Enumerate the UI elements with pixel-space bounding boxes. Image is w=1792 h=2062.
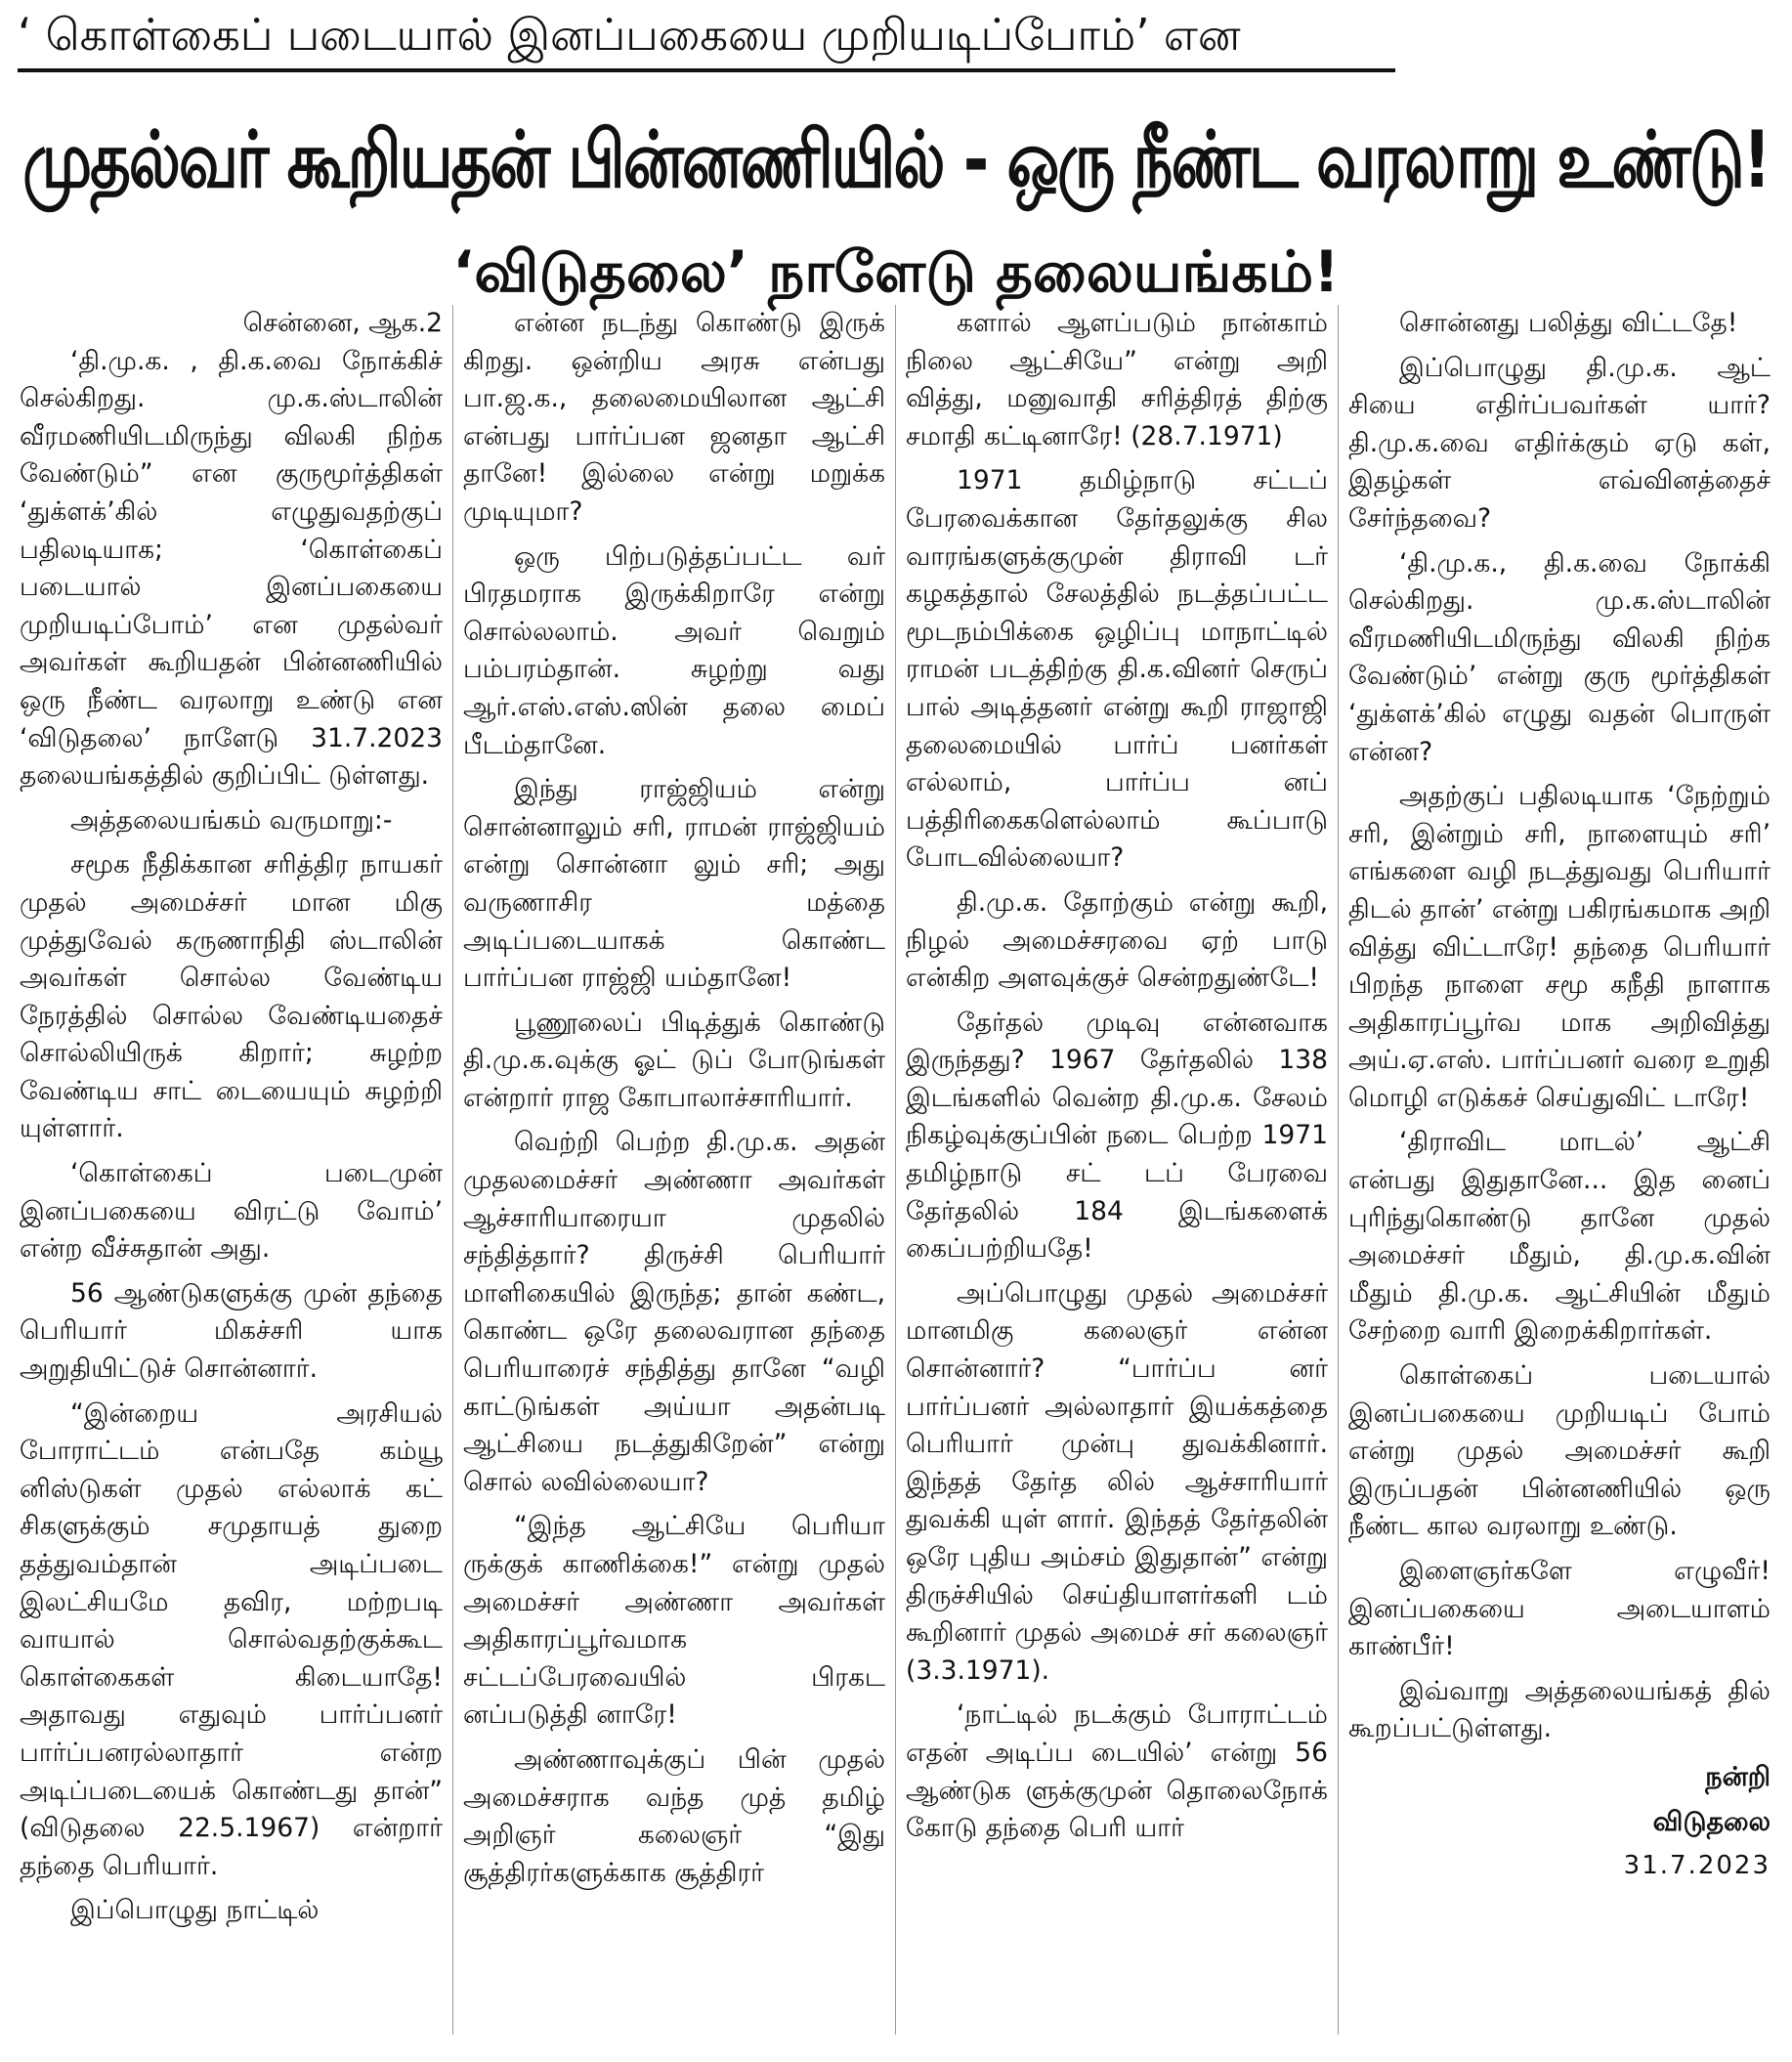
paragraph: ‘நாட்டில் நடக்கும் போராட்டம் எதன் அடிப்ப டையில்’ என்று 56 ஆண்டுக ளுக்குமுன் தொலைநோக் கோடு தந்தை பெரி யார் [906,1699,1328,1844]
paragraph: சொன்னது பலித்து விட்டதே! [1399,308,1738,338]
article-subheadline: ‘விடுதலை’ நாளேடு தலையங்கம்! [452,238,1340,305]
paragraph: ‘கொள்கைப் படைமுன் இனப்பகையை விரட்டு வோம்’ என்ற வீச்சுதான் அது. [20,1158,443,1265]
column-4-paragraphs [1348,305,1771,1748]
article-kicker: ‘ கொள்கைப் படையால் இனப்பகையை முறியடிப்போம்’ என [18,4,1395,72]
column-2 [452,305,895,2035]
column-4 [1338,305,1780,2035]
paragraph: ‘திராவிட மாடல்’ ஆட்சி என்பது இதுதானே... இத னைப் புரிந்துகொண்டு தானே முதல் அமைச்சர் மீதும், தி.மு.க.வின் மீதும் தி.மு.க. ஆட்சியின் மீதும் சேற்றை வாரி இறைக்கிறார்கள். [1348,1127,1771,1347]
paragraph: பூணூலைப் பிடித்துக் கொண்டு தி.மு.க.வுக்கு ஓட் டுப் போடுங்கள் என்றார் ராஜ கோபாலாச்சாரியார். [463,1007,885,1113]
paragraph: களால் ஆளப்படும் நான்காம் நிலை ஆட்சியே” என்று அறி வித்து, மனுவாதி சரித்திரத் திற்கு சமாதி கட்டினாரே! (28.7.1971) [906,308,1328,451]
credit-source: விடுதலை [1652,1806,1771,1837]
paragraph: இந்து ராஜ்ஜியம் என்று சொன்னாலும் சரி, ராமன் ராஜ்ஜியம் என்று சொன்னா லும் சரி; அது வருணாசிர மத்தை அடிப்படையாகக் கொண்ட பார்ப்பன ராஜ்ஜி யம்தானே! [463,774,885,994]
paragraph: இவ்வாறு அத்தலையங்கத் தில் கூறப்பட்டுள்ளது. [1348,1675,1771,1744]
paragraph: கொள்கைப் படையால் இனப்பகையை முறியடிப் போம் என்று முதல் அமைச்சர் கூறி இருப்பதன் பின்னணியில் ஒரு நீண்ட கால வரலாறு உண்டு. [1348,1360,1771,1542]
paragraph: இப்பொழுது நாட்டில் [70,1895,320,1926]
paragraph: அண்ணாவுக்குப் பின் முதல் அமைச்சராக வந்த முத் தமிழ் அறிஞர் கலைஞர் “இது சூத்திரர்களுக்காக சூத்திரர் [463,1743,885,1888]
paragraph: அப்பொழுது முதல் அமைச்சர் மானமிகு கலைஞர் என்ன சொன்னார்? “பார்ப்ப னர் பார்ப்பனர் அல்லாதார் இயக்கத்தை பெரியார் முன்பு துவக்கினார். இந்தத் தேர்த லில் ஆச்சாரியார் துவக்கி யுள் ளார். இந்தத் தேர்தலின் ஒரே புதிய அம்சம் இதுதான்” என்று திருச்சியில் செய்தியாளர்களி டம் கூறினார் முதல் அமைச் சர் கலைஞர் (3.3.1971). [906,1277,1328,1686]
paragraph: என்ன நடந்து கொண்டு இருக் கிறது. ஒன்றிய அரசு என்பது பா.ஜ.க., தலைமையிலான ஆட்சி என்பது பார்ப்பன ஜனதா ஆட்சி தானே! இல்லை என்று மறுக்க முடியுமா? [463,308,885,527]
paragraph: இளைஞர்களே எழுவீர்! இனப்பகையை அடையாளம் காண்பீர்! [1348,1556,1771,1662]
paragraph: சமூக நீதிக்கான சரித்திர நாயகர் முதல் அமைச்சர் மான மிகு முத்துவேல் கருணாநிதி ஸ்டாலின் அவர்கள் சொல்ல வேண்டிய நேரத்தில் சொல்ல வேண்டியதைச் சொல்லியிருக் கிறார்; சுழற்ற வேண்டிய சாட் டையையும் சுழற்றி யுள்ளார். [20,849,443,1144]
paragraph: அதற்குப் பதிலடியாக ‘நேற்றும் சரி, இன்றும் சரி, நாளையும் சரி’ எங்களை வழி நடத்துவது பெரியார் திடல் தான்’ என்று பகிரங்கமாக அறி வித்து விட்டாரே! தந்தை பெரியார் பிறந்த நாளை சமூ கநீதி நாளாக அதிகாரப்பூர்வ மாக அறிவித்து அய்.ஏ.எஸ். பார்ப்பனர் வரை உறுதி மொழி எடுக்கச் செய்துவிட் டாரே! [1348,781,1771,1113]
article-dateline: சென்னை, ஆக.2 [242,308,443,338]
paragraph: வெற்றி பெற்ற தி.மு.க. அதன் முதலமைச்சர் அண்ணா அவர்கள் ஆச்சாரியாரையா முதலில் சந்தித்தார்? திருச்சி பெரியார் மாளிகையில் இருந்த; தான் கண்ட, கொண்ட ஒரே தலைவரான தந்தை பெரியாரைச் சந்தித்து தானே “வழி காட்டுங்கள் அய்யா அதன்படி ஆட்சியை நடத்துகிறேன்” என்று சொல் லவில்லையா? [463,1127,885,1497]
paragraph: ‘தி.மு.க. , தி.க.வை நோக்கிச் செல்கிறது. மு.க.ஸ்டாலின் வீரமணியிடமிருந்து விலகி நிற்க வேண்டும்” என குருமூர்த்திகள் ‘துக்ளக்’கில் எழுதுவதற்குப் பதிலடியாக; ‘கொள்கைப் படையால் இனப்பகையை முறியடிப்போம்’ என முதல்வர் அவர்கள் கூறியதன் பின்னணியில் ஒரு நீண்ட வரலாறு உண்டு என ‘விடுதலை’ நாளேடு 31.7.2023 தலையங்கத்தில் குறிப்பிட் டுள்ளது. [20,345,443,792]
paragraph: 1971 தமிழ்நாடு சட்டப் பேரவைக்கான தேர்தலுக்கு சில வாரங்களுக்குமுன் திராவி டர் கழகத்தால் சேலத்தில் நடத்தப்பட்ட மூடநம்பிக்கை ஒழிப்பு மாநாட்டில் ராமன் படத்திற்கு தி.க.வினர் செருப் பால் அடித்தனர் என்று கூறி ராஜாஜி தலைமையில் பார்ப் பனர்கள் எல்லாம், பார்ப்ப னப் பத்திரிகைகளெல்லாம் கூப்பாடு போடவில்லையா? [906,465,1328,874]
paragraph: ‘தி.மு.க., தி.க.வை நோக்கி செல்கிறது. மு.க.ஸ்டாலின் வீரமணியிடமிருந்து விலகி நிற்க வேண்டும்’ என்று குரு மூர்த்திகள் ‘துக்ளக்’கில் எழுது வதன் பொருள் என்ன? [1348,547,1771,767]
paragraph: தி.மு.க. தோற்கும் என்று கூறி, நிழல் அமைச்சரவை ஏற் பாடு என்கிற அளவுக்குச் சென்றதுண்டே! [906,886,1328,994]
paragraph: 56 ஆண்டுகளுக்கு முன் தந்தை பெரியார் மிகச்சரி யாக அறுதியிட்டுச் சொன்னார். [20,1277,443,1385]
paragraph: அத்தலையங்கம் வருமாறு:- [70,804,393,836]
credit-thanks: நன்றி [1705,1761,1771,1792]
article-headline: முதல்வர் கூறியதன் பின்னணியில் - ஒரு நீண்ட வரலாறு உண்டு! [22,115,1770,206]
paragraph: “இன்றைய அரசியல் போராட்டம் என்பதே கம்யூ னிஸ்டுகள் முதல் எல்லாக் கட் சிகளுக்கும் சமுதாயத் துறை தத்துவம்தான் அடிப்படை இலட்சியமே தவிர, மற்றபடி வாயால் சொல்வதற்குக்கூட கொள்கைகள் கிடையாதே! அதாவது எதுவும் பார்ப்பனர் பார்ப்பனரல்லாதார் என்ற அடிப்படையைக் கொண்டது தான்” (விடுதலை 22.5.1967) என்றார் தந்தை பெரியார். [20,1397,443,1881]
article-body [10,305,1782,2035]
paragraph: ஒரு பிற்படுத்தப்பட்ட வர் பிரதமராக இருக்கிறாரே என்று சொல்லலாம். அவர் வெறும் பம்பரம்தான். சுழற்று வது ஆர்.எஸ்.எஸ்.ஸின் தலை மைப் பீடம்தானே. [463,540,885,760]
credit-date: 31.7.2023 [1623,1850,1771,1880]
paragraph: “இந்த ஆட்சியே பெரியா ருக்குக் காணிக்கை!” என்று முதல் அமைச்சர் அண்ணா அவர்கள் அதிகாரப்பூர்வமாக சட்டப்பேரவையில் பிரகட னப்படுத்தி னாரே! [463,1511,885,1731]
column-3 [895,305,1338,2035]
paragraph: தேர்தல் முடிவு என்னவாக இருந்தது? 1967 தேர்தலில் 138 இடங்களில் வென்ற தி.மு.க. சேலம் நிகழ்வுக்குப்பின் நடை பெற்ற 1971 தமிழ்நாடு சட் டப் பேரவை தேர்தலில் 184 இடங்களைக் கைப்பற்றியதே! [906,1007,1328,1265]
column-1 [10,305,452,2035]
paragraph: இப்பொழுது தி.மு.க. ஆட் சியை எதிர்ப்பவர்கள் யார்? தி.மு.க.வை எதிர்க்கும் ஏடு கள், இதழ்கள் எவ்வினத்தைச் சேர்ந்தவை? [1348,352,1771,534]
